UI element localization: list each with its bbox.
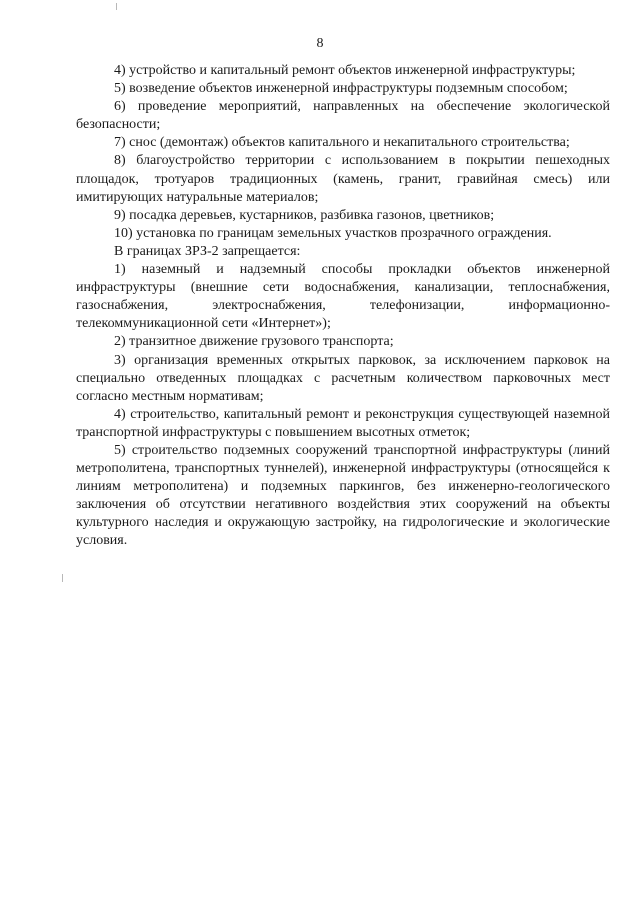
paragraph: 6) проведение мероприятий, направленных на обеспечение экологической безопасности;: [76, 99, 610, 133]
page-number: 8: [316, 36, 324, 51]
paragraph: 7) снос (демонтаж) объектов капитального и некапитального строительства;: [114, 135, 570, 151]
section-heading: В границах ЗРЗ-2 запрещается:: [114, 243, 301, 259]
paragraph: 9) посадка деревьев, кустарников, разбивка газонов, цветников;: [114, 207, 495, 223]
paragraph: 4) строительство, капитальный ремонт и реконструкция существующей наземной транспортной инфраструктуры с повышением высотных отметок;: [76, 406, 610, 440]
paragraph: 5) возведение объектов инженерной инфраструктуры подземным способом;: [114, 81, 568, 97]
paragraph: 3) организация временных открытых парковок, за исключением парковок на специально отведенных площадках с расчетным количеством парковочных мест согласно местным нормативам;: [76, 352, 610, 404]
paragraph: 8) благоустройство территории с использованием в покрытии пешеходных площадок, тротуаров традиционных (камень, гранит, гравийная смесь) или имитирующих натуральные материалов;: [76, 153, 610, 205]
scan-mark: [116, 3, 117, 10]
document-body: [76, 62, 610, 551]
paragraph: 2) транзитное движение грузового транспорта;: [114, 334, 394, 350]
scan-mark: [62, 574, 63, 582]
paragraph: 5) строительство подземных сооружений транспортной инфраструктуры (линий метрополитена, транспортных туннелей), инженерной инфраструктуры (относящейся к линиям метрополитена) и подземных паркингов, без инженерно-геологического заключения об отсутствии негативного воздействия этих сооружений на объекты культурного наследия и окружающую застройку, на гидрологические и экологические условия.: [76, 442, 610, 549]
paragraph: 1) наземный и надземный способы прокладки объектов инженерной инфраструктуры (внешние сети водоснабжения, канализации, теплоснабжения, газоснабжения, электроснабжения, телефонизации, информационно-телекоммуникационной сети «Интернет»);: [76, 262, 610, 332]
paragraph: 10) установка по границам земельных участков прозрачного ограждения.: [114, 225, 552, 241]
paragraph: 4) устройство и капитальный ремонт объектов инженерной инфраструктуры;: [114, 63, 576, 78]
